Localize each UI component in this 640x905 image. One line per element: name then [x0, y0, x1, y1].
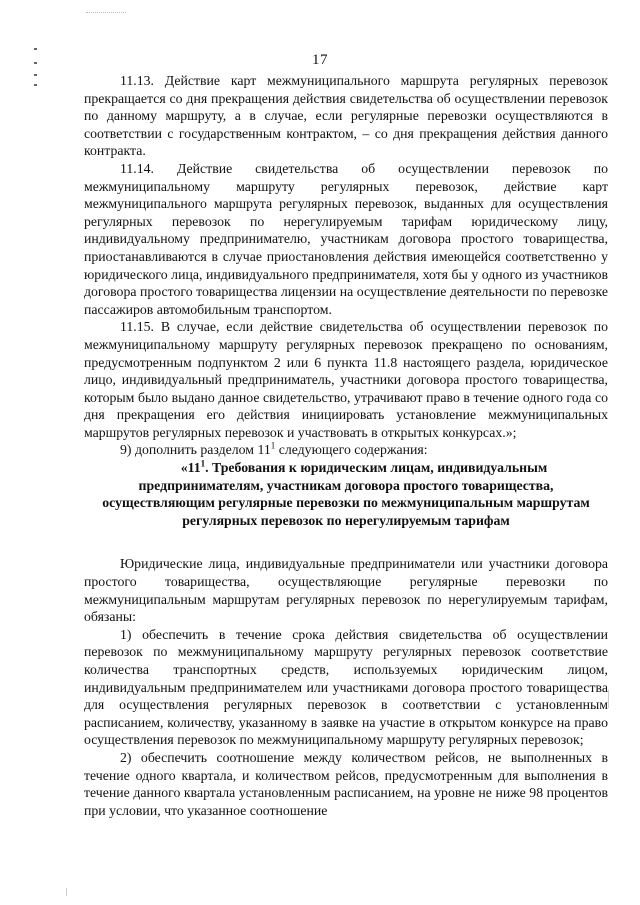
paragraph-item-1: 1) обеспечить в течение срока действия свидетельства об осуществлении перевозок по межмуниципальному маршруту регулярных перевозок соответствие количества транспортных средств, используемых юридическим лицом, индивидуальным предпринимателем или участниками договора простого товарищества для осуществления регулярных перевозок в соответствии с установленным расписанием, количеству, указанному в заявке на участие в открытом конкурсе на право осуществления перевозок по межмуниципальному маршруту регулярных перевозок;: [84, 626, 608, 748]
margin-mark: [34, 74, 37, 76]
paragraph-11-14: 11.14. Действие свидетельства об осуществлении перевозок по межмуниципальному маршруту регулярных перевозок, действие карт межмуниципального маршрута регулярных перевозок, выданных для осуществления регулярных перевозок по нерегулируемым тарифам юридическому лицу, индивидуальному предпринимателю, участникам договора простого товарищества, приостанавливаются в случае приостановления действия имеющейся соответственно у юридического лица, индивидуального предпринимателя, хотя бы у одного из участников договора простого товарищества лицензии на осуществление деятельности по перевозке пассажиров автомобильным транспортом.: [84, 160, 608, 317]
heading-rest: . Требования к юридическим лицам, индивидуальным предпринимателям, участникам договора простого товарищества, осуществляющим регулярные перевозки по межмуниципальным маршрутам регулярных перевозок по нерегулируемым тарифам: [102, 460, 590, 528]
scan-artifact-bottom: [66, 888, 67, 896]
amendment-suffix: следующего содержания:: [275, 442, 428, 458]
scan-artifact-right: [608, 690, 609, 708]
document-body: [84, 72, 608, 819]
amendment-line: [84, 441, 608, 459]
paragraph-11-15: 11.15. В случае, если действие свидетельства об осуществлении перевозок по межмуниципальному маршруту регулярных перевозок прекращено по основаниям, предусмотренным подпунктом 2 или 6 пункта 11.8 настоящего раздела, юридическое лицо, индивидуальный предприниматель, участники договора простого товарищества, которым было выдано данное свидетельство, утрачивают право в течение одного года со дня прекращения его действия инициировать установление межмуниципальных маршрутов регулярных перевозок и участвовать в открытых конкурсах.»;: [84, 319, 608, 440]
scan-artifact-top: [86, 12, 126, 14]
amendment-superscript: 1: [270, 440, 276, 451]
heading-open: «11: [180, 460, 201, 476]
paragraph-11-13: 11.13. Действие карт межмуниципального маршрута регулярных перевозок прекращается со дня прекращения действия свидетельства об осуществлении перевозок по данному маршруту, а в случае, если регулярные перевозки осуществляются в соответствии с государственным контрактом, – со дня прекращения действия данного контракта.: [84, 73, 608, 159]
page-number: 17: [312, 52, 328, 68]
section-heading: [84, 459, 608, 529]
margin-mark: [34, 48, 37, 50]
amendment-prefix: 9) дополнить разделом 11: [120, 442, 271, 458]
paragraph-intro: Юридические лица, индивидуальные предприниматели или участники договора простого товарищества, осуществляющие регулярные перевозки по межмуниципальным маршрутам регулярных перевозок по нерегулируемым тарифам, обязаны:: [84, 556, 608, 625]
heading-superscript: 1: [200, 458, 206, 469]
spacer: [84, 529, 608, 555]
margin-mark: [34, 84, 37, 86]
paragraph-item-2: 2) обеспечить соотношение между количеством рейсов, не выполненных в течение одного квартала, и количеством рейсов, предусмотренным для выполнения в течение данного квартала установленным расписанием, на уровне не ниже 98 процентов при условии, что указанное соотношение: [84, 749, 608, 818]
